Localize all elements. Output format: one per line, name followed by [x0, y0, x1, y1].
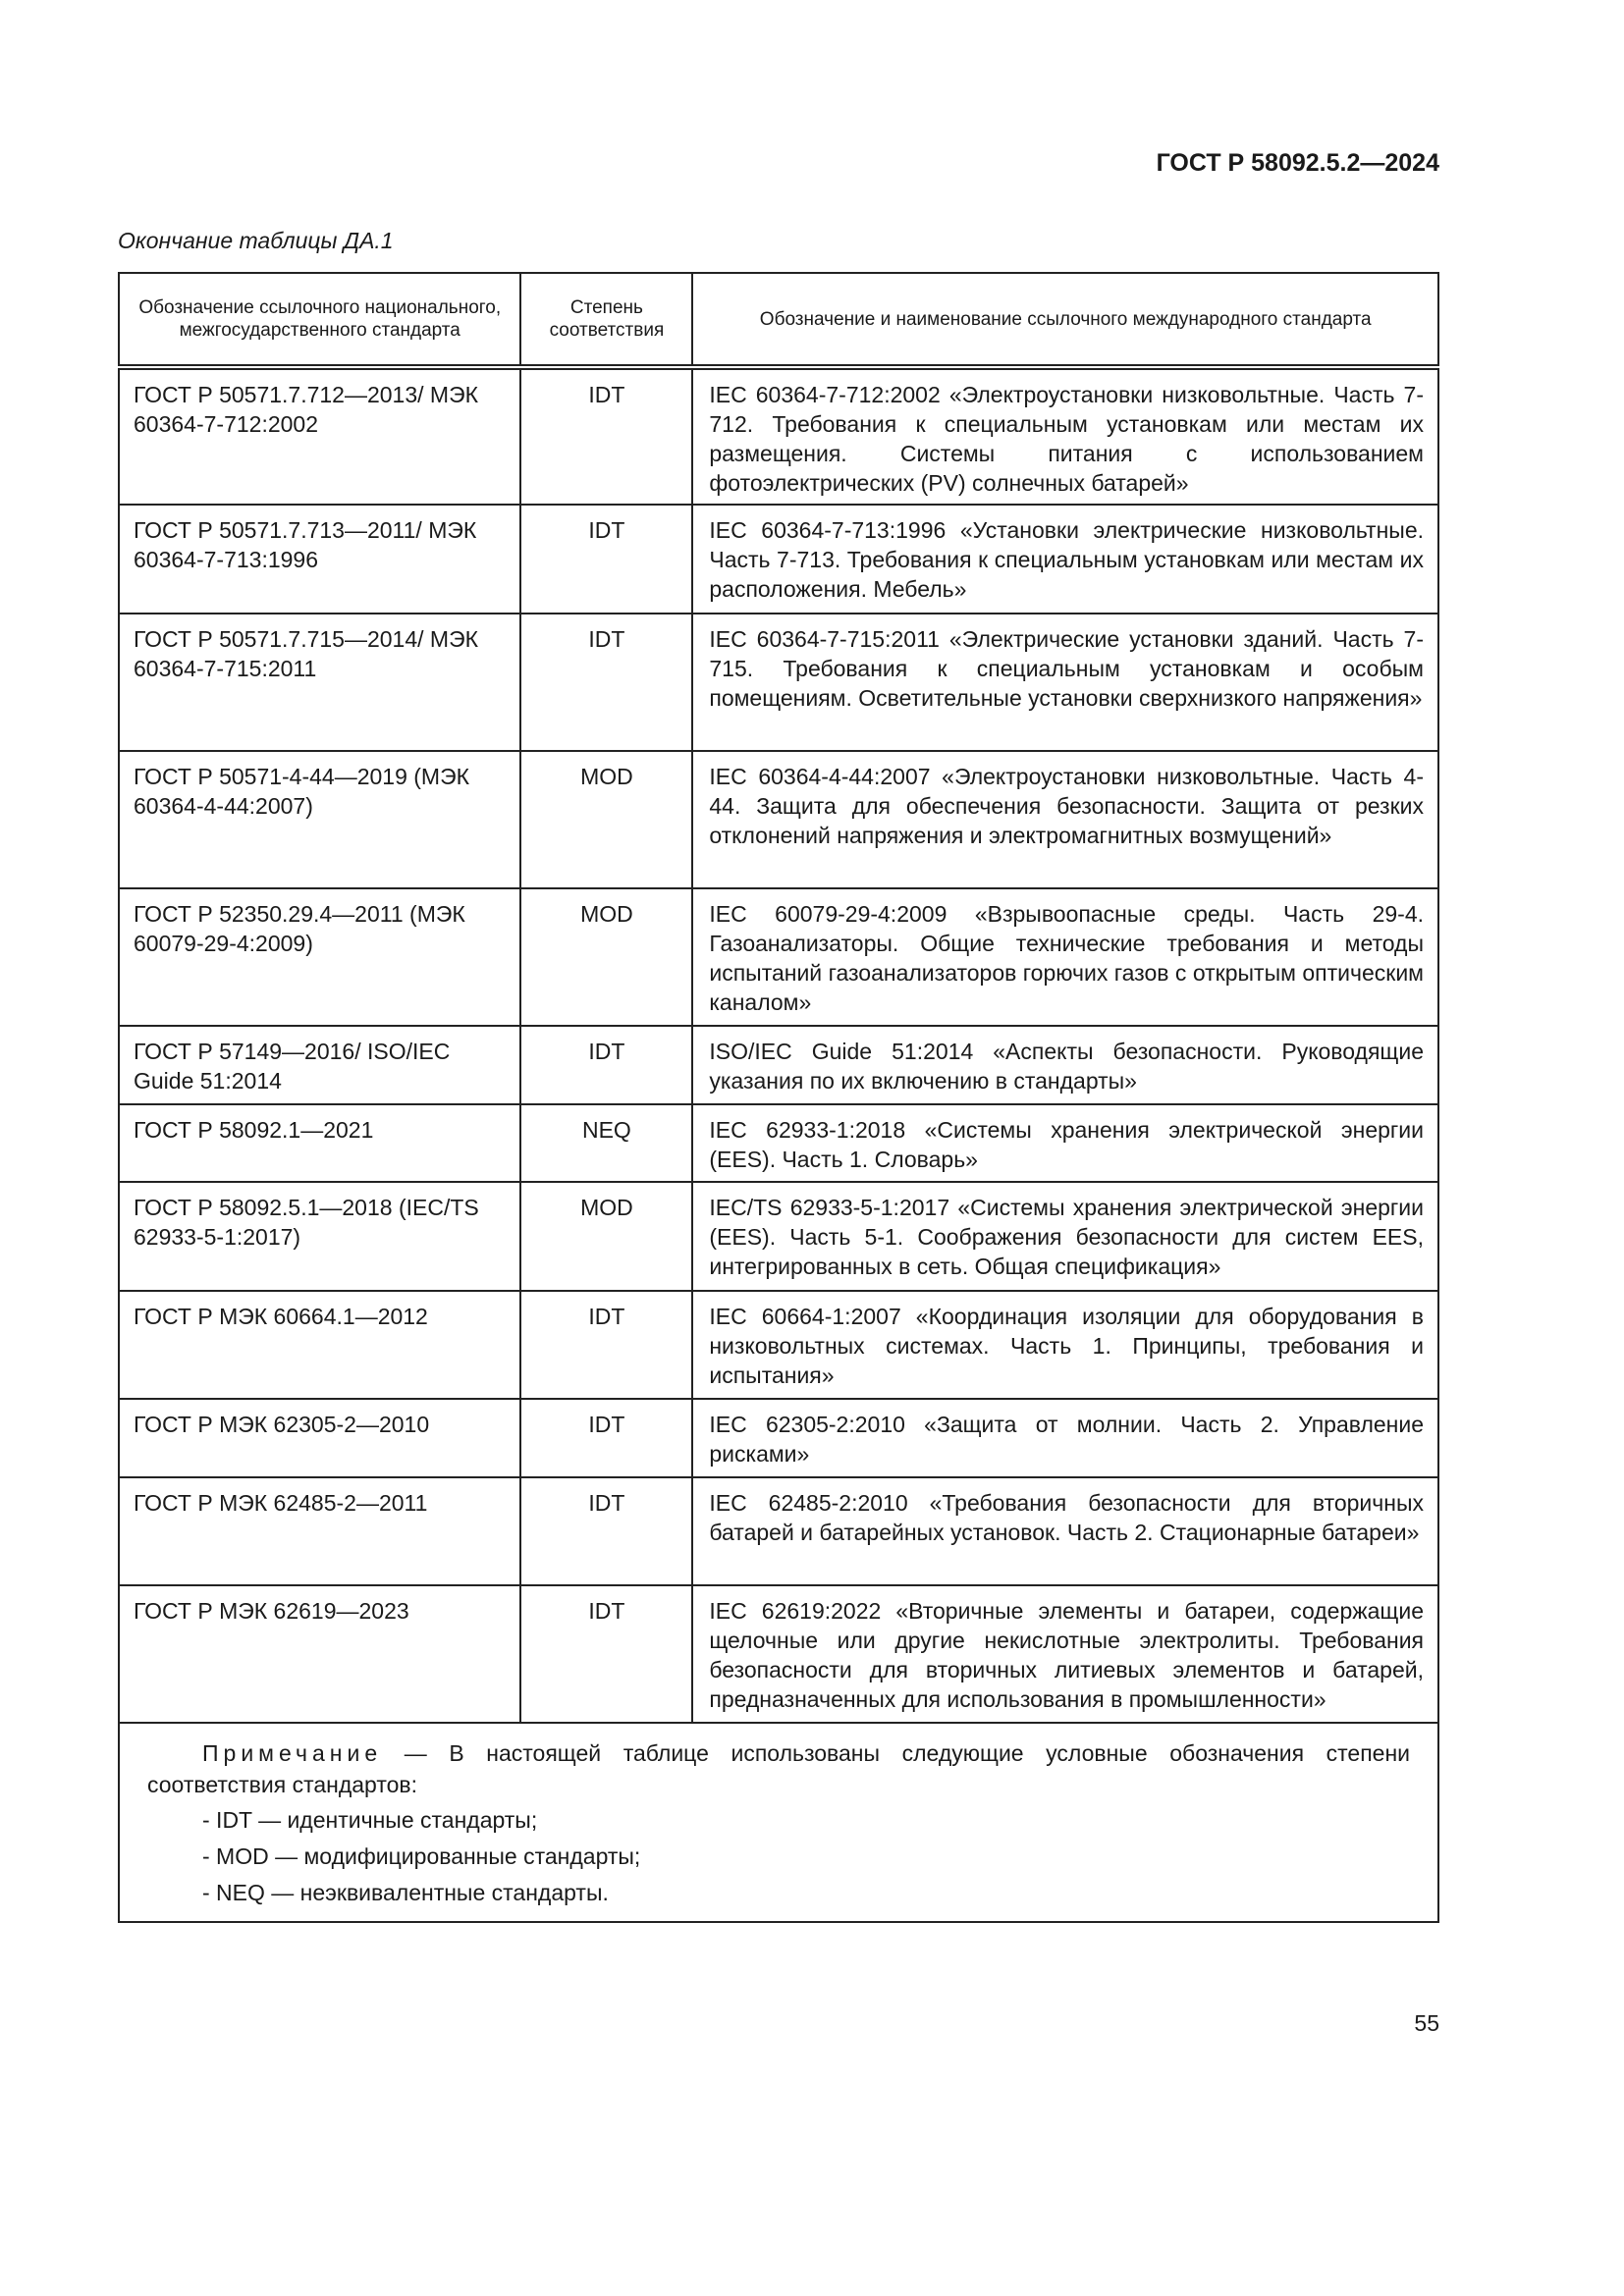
- note-list: [147, 1802, 1410, 1911]
- national-standard-cell: ГОСТ Р 50571-4-44—2019 (МЭК 60364-4-44:2007): [119, 751, 520, 888]
- national-standard-cell: ГОСТ Р МЭК 62305-2—2010: [119, 1399, 520, 1477]
- international-standard-cell: IEC 62619:2022 «Вторичные элементы и батареи, содержащие щелочные или другие некислотные электролиты. Требования безопасности для вторичных литиевых элементов и батарей, предназначенных для использования в промышленности»: [692, 1585, 1438, 1723]
- column-header-degree: Степень соответствия: [520, 273, 692, 367]
- document-code: ГОСТ Р 58092.5.2—2024: [1156, 149, 1439, 177]
- table-row: [119, 1182, 1438, 1291]
- table-row: [119, 614, 1438, 751]
- degree-cell: IDT: [520, 1291, 692, 1399]
- national-standard-cell: ГОСТ Р 58092.5.1—2018 (IEC/TS 62933-5-1:2017): [119, 1182, 520, 1291]
- note-item: - NEQ — неэквивалентные стандарты.: [202, 1880, 609, 1905]
- national-standard-cell: ГОСТ Р 52350.29.4—2011 (МЭК 60079-29-4:2009): [119, 888, 520, 1026]
- table-row: [119, 888, 1438, 1026]
- international-standard-cell: IEC 62485-2:2010 «Требования безопасности для вторичных батарей и батарейных установок. Часть 2. Стационарные батареи»: [692, 1477, 1438, 1585]
- degree-cell: MOD: [520, 751, 692, 888]
- international-standard-cell: IEC/TS 62933-5-1:2017 «Системы хранения электрической энергии (EES). Часть 5-1. Соображения безопасности для систем EES, интегрированных в сеть. Общая спецификация»: [692, 1182, 1438, 1291]
- note-item: - MOD — модифицированные стандарты;: [202, 1843, 641, 1869]
- degree-cell: IDT: [520, 1477, 692, 1585]
- table-row: [119, 505, 1438, 614]
- international-standard-cell: IEC 60364-4-44:2007 «Электроустановки низковольтные. Часть 4-44. Защита для обеспечения безопасности. Защита от резких отклонений напряжения и электромагнитных возмущений»: [692, 751, 1438, 888]
- degree-cell: IDT: [520, 1399, 692, 1477]
- table-row: [119, 1477, 1438, 1585]
- national-standard-cell: ГОСТ Р 50571.7.713—2011/ МЭК 60364-7-713:1996: [119, 505, 520, 614]
- degree-cell: IDT: [520, 1026, 692, 1104]
- national-standard-cell: ГОСТ Р МЭК 60664.1—2012: [119, 1291, 520, 1399]
- degree-cell: MOD: [520, 888, 692, 1026]
- note-row: [119, 1723, 1438, 1922]
- reference-standards-table: [118, 272, 1439, 1923]
- table-caption: Окончание таблицы ДА.1: [118, 228, 394, 253]
- column-header-national: Обозначение ссылочного национального, межгосударственного стандарта: [119, 273, 520, 367]
- degree-cell: IDT: [520, 1585, 692, 1723]
- international-standard-cell: IEC 60364-7-713:1996 «Установки электрические низковольтные. Часть 7-713. Требования к специальным установкам или местам их расположения. Мебель»: [692, 505, 1438, 614]
- note-text: — В настоящей таблице использованы следующие условные обозначения степени соответствия стандартов:: [147, 1740, 1411, 1797]
- degree-cell: IDT: [520, 614, 692, 751]
- degree-cell: MOD: [520, 1182, 692, 1291]
- table-header-row: [119, 273, 1438, 367]
- international-standard-cell: ISO/IEC Guide 51:2014 «Аспекты безопасности. Руководящие указания по их включению в стандарты»: [692, 1026, 1438, 1104]
- table-row: [119, 1585, 1438, 1723]
- page-number: 55: [1414, 2010, 1439, 2036]
- national-standard-cell: ГОСТ Р 57149—2016/ ISO/IEC Guide 51:2014: [119, 1026, 520, 1104]
- table-row: [119, 1026, 1438, 1104]
- national-standard-cell: ГОСТ Р 50571.7.712—2013/ МЭК 60364-7-712:2002: [119, 367, 520, 505]
- international-standard-cell: IEC 62933-1:2018 «Системы хранения электрической энергии (EES). Часть 1. Словарь»: [692, 1104, 1438, 1182]
- table-note: [119, 1723, 1438, 1922]
- national-standard-cell: ГОСТ Р МЭК 62619—2023: [119, 1585, 520, 1723]
- table-row: [119, 1291, 1438, 1399]
- national-standard-cell: ГОСТ Р МЭК 62485-2—2011: [119, 1477, 520, 1585]
- international-standard-cell: IEC 60364-7-712:2002 «Электроустановки низковольтные. Часть 7-712. Требования к специальным установкам или местам их размещения. Системы питания с использованием фотоэлектрических (PV) солнечных батарей»: [692, 367, 1438, 505]
- table-row: [119, 367, 1438, 505]
- national-standard-cell: ГОСТ Р 58092.1—2021: [119, 1104, 520, 1182]
- degree-cell: IDT: [520, 367, 692, 505]
- table-row: [119, 1399, 1438, 1477]
- international-standard-cell: IEC 62305-2:2010 «Защита от молнии. Часть 2. Управление рисками»: [692, 1399, 1438, 1477]
- note-label: Примечание: [202, 1740, 383, 1766]
- international-standard-cell: IEC 60364-7-715:2011 «Электрические установки зданий. Часть 7-715. Требования к специальным установкам и особым помещениям. Осветительные установки сверхнизкого напряжения»: [692, 614, 1438, 751]
- table-row: [119, 751, 1438, 888]
- note-paragraph: [147, 1737, 1410, 1800]
- international-standard-cell: IEC 60079-29-4:2009 «Взрывоопасные среды. Часть 29-4. Газоанализаторы. Общие технические требования и методы испытаний газоанализаторов горючих газов с открытым оптическим каналом»: [692, 888, 1438, 1026]
- column-header-international: Обозначение и наименование ссылочного международного стандарта: [692, 273, 1438, 367]
- degree-cell: NEQ: [520, 1104, 692, 1182]
- table-row: [119, 1104, 1438, 1182]
- note-item: - IDT — идентичные стандарты;: [202, 1807, 538, 1833]
- national-standard-cell: ГОСТ Р 50571.7.715—2014/ МЭК 60364-7-715:2011: [119, 614, 520, 751]
- degree-cell: IDT: [520, 505, 692, 614]
- international-standard-cell: IEC 60664-1:2007 «Координация изоляции для оборудования в низковольтных системах. Часть 1. Принципы, требования и испытания»: [692, 1291, 1438, 1399]
